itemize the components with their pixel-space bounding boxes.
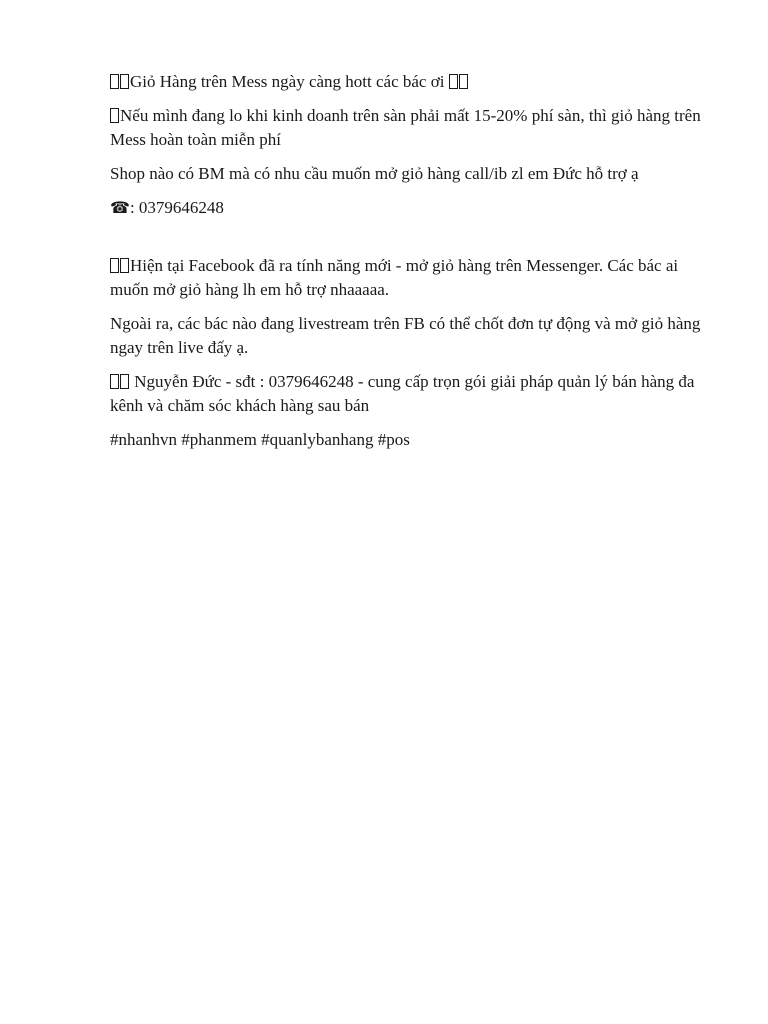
paragraph-text: Nguyễn Đức - sđt : 0379646248 - cung cấp trọn gói giải pháp quản lý bán hàng đa kênh và chăm sóc khách hàng sau bán (110, 372, 695, 415)
paragraph-text: Nếu mình đang lo khi kinh doanh trên sàn phải mất 15-20% phí sàn, thì giỏ hàng trên Mess hoàn toàn miễn phí (110, 106, 701, 149)
missing-emoji-icon (120, 74, 129, 89)
missing-emoji-icon (459, 74, 468, 89)
paragraph-text: Shop nào có BM mà có nhu cầu muốn mở giỏ hàng call/ib zl em Đức hỗ trợ ạ (110, 164, 639, 183)
missing-emoji-icon (120, 374, 129, 389)
phone-icon: ☎ (110, 198, 130, 217)
paragraph-text: Ngoài ra, các bác nào đang livestream trên FB có thể chốt đơn tự động và mở giỏ hàng ngay trên live đấy ạ. (110, 314, 701, 357)
paragraph-fee-comparison (110, 104, 710, 152)
missing-emoji-icon (110, 374, 119, 389)
paragraph-contact-request (110, 162, 710, 186)
paragraph-hashtags (110, 428, 710, 452)
missing-emoji-icon (110, 108, 119, 123)
paragraph-livestream (110, 312, 710, 360)
missing-emoji-icon (449, 74, 458, 89)
missing-emoji-icon (110, 74, 119, 89)
paragraph-cart-announcement (110, 70, 710, 94)
paragraph-phone (110, 196, 710, 220)
hashtags-text: #nhanhvn #phanmem #quanlybanhang #pos (110, 430, 410, 449)
paragraph-text: Giỏ Hàng trên Mess ngày càng hott các bác ơi (130, 72, 449, 91)
missing-emoji-icon (110, 258, 119, 273)
document-body (110, 70, 710, 462)
paragraph-text: Hiện tại Facebook đã ra tính năng mới - mở giỏ hàng trên Messenger. Các bác ai muốn mở giỏ hàng lh em hỗ trợ nhaaaaa. (110, 256, 679, 299)
paragraph-facebook-feature (110, 254, 710, 302)
paragraph-signature (110, 370, 710, 418)
phone-number-text: : 0379646248 (129, 198, 224, 217)
missing-emoji-icon (120, 258, 129, 273)
